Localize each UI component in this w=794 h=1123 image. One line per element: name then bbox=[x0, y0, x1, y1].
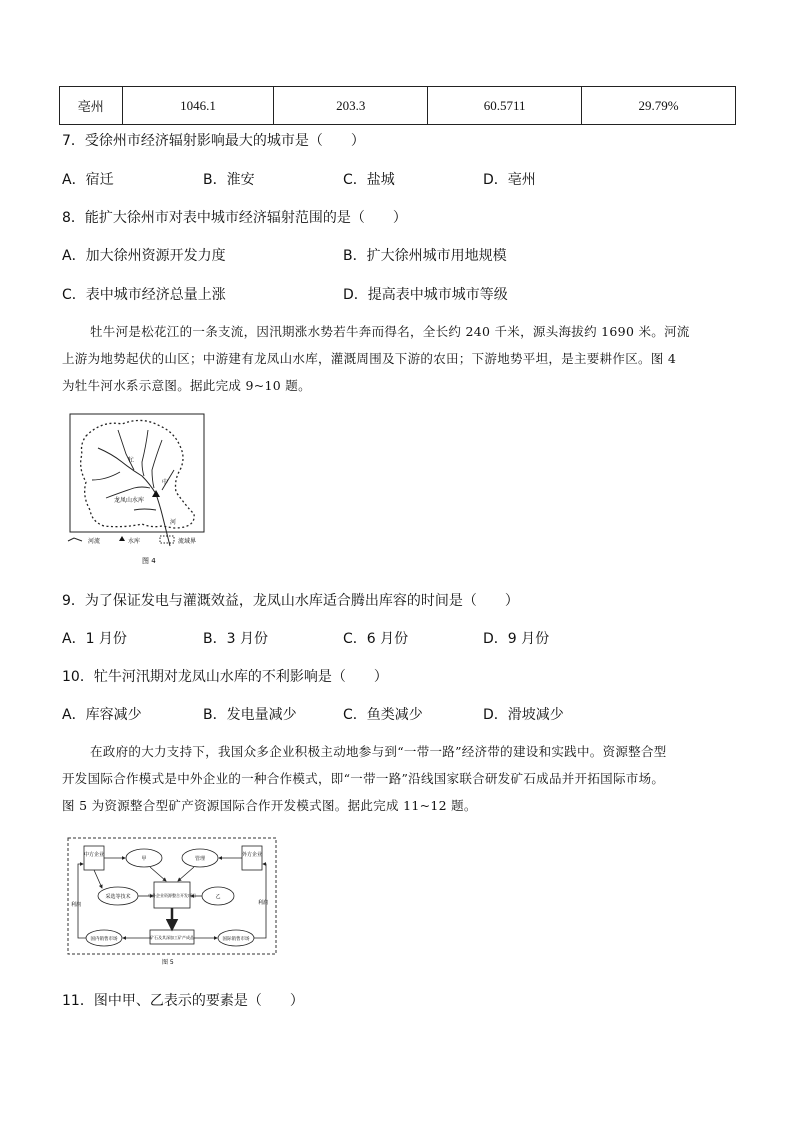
tributary bbox=[134, 509, 156, 510]
figure-4-caption: 图 4 bbox=[142, 557, 156, 565]
box-foreign-company bbox=[242, 846, 262, 870]
map-label-zhong: 中 bbox=[162, 479, 169, 486]
river-system-diagram bbox=[62, 410, 212, 570]
legend-boundary-label: 流域界 bbox=[178, 538, 197, 545]
q10-option-b: B．发电量减少 bbox=[203, 707, 297, 723]
map-label-reservoir: 龙凤山水库 bbox=[114, 497, 145, 504]
question-8-stem: 8．能扩大徐州市对表中城市经济辐射范围的是（ ） bbox=[62, 210, 407, 226]
q7-option-b: B．淮安 bbox=[203, 172, 255, 188]
label-tech: 采选等技术 bbox=[105, 894, 131, 900]
label-profit-right: 利润 bbox=[258, 900, 269, 906]
table-cell: 1046.1 bbox=[122, 87, 274, 125]
arrow bbox=[178, 867, 194, 881]
passage-line: 开发国际合作模式是中外企业的一种合作模式，即“一带一路”沿线国家联合研发矿石成品并开拓国际市场。 bbox=[62, 771, 665, 786]
reservoir-marker bbox=[152, 490, 160, 497]
tributary bbox=[118, 430, 134, 470]
q7-option-a: A．宿迁 bbox=[62, 172, 114, 188]
q8-option-a: A．加大徐州资源开发力度 bbox=[62, 248, 226, 264]
label-profit-left: 利润 bbox=[71, 902, 82, 908]
q8-option-d: D．提高表中城市城市等级 bbox=[343, 287, 508, 303]
legend-river-label: 河流 bbox=[88, 538, 101, 545]
box-cn-company bbox=[84, 846, 104, 870]
q10-option-d: D．滑坡减少 bbox=[483, 707, 564, 723]
table-cell: 203.3 bbox=[274, 87, 428, 125]
q9-option-d: D．9 月份 bbox=[483, 631, 550, 647]
passage-line: 上游为地势起伏的山区；中游建有龙凤山水库，灌溉周围及下游的农田；下游地势平坦，是主要耕作区。图 4 bbox=[62, 351, 677, 366]
label-yi: 乙 bbox=[215, 894, 221, 900]
table-cell: 60.5711 bbox=[428, 87, 582, 125]
q10-option-c: C．鱼类减少 bbox=[343, 707, 423, 723]
q8-option-b: B．扩大徐州城市用地规模 bbox=[343, 248, 507, 264]
profit-arrow-left bbox=[78, 864, 86, 938]
q9-option-a: A．1 月份 bbox=[62, 631, 127, 647]
passage-niuniu-river bbox=[62, 318, 742, 399]
label-manage: 管理 bbox=[194, 856, 206, 862]
q9-option-b: B．3 月份 bbox=[203, 631, 268, 647]
q7-option-d: D．亳州 bbox=[483, 172, 536, 188]
table-cell: 29.79% bbox=[582, 87, 736, 125]
question-10-stem: 10．牤牛河汛期对龙凤山水库的不利影响是（ ） bbox=[62, 669, 388, 685]
data-table bbox=[59, 86, 736, 125]
legend-reservoir-label: 水库 bbox=[128, 538, 141, 545]
figure-4-river-map bbox=[62, 410, 212, 570]
passage-line: 在政府的大力支持下，我国众多企业积极主动地参与到“一带一路”经济带的建设和实践中。资源整合型 bbox=[90, 744, 667, 759]
passage-line: 图 5 为资源整合型矿产资源国际合作开发模式图。据此完成 11~12 题。 bbox=[62, 798, 477, 813]
q7-option-c: C．盐城 bbox=[343, 172, 395, 188]
question-11-stem: 11．图中甲、乙表示的要素是（ ） bbox=[62, 993, 304, 1009]
passage-line: 牡牛河是松花江的一条支流，因汛期涨水势若牛奔而得名，全长约 240 千米，源头海拔约 1690 米。河流 bbox=[90, 324, 690, 339]
label-jia: 甲 bbox=[141, 856, 147, 862]
tributary bbox=[142, 430, 148, 476]
arrow bbox=[150, 867, 166, 881]
label-intl-market: 国际销售市场 bbox=[222, 937, 250, 942]
label-center-project: 中外企业资源整合开发项目 bbox=[148, 893, 196, 898]
legend-reservoir-symbol bbox=[119, 536, 125, 541]
passage-belt-road bbox=[62, 738, 748, 819]
map-label-niu: 牤 bbox=[128, 457, 135, 464]
q9-option-c: C．6 月份 bbox=[343, 631, 409, 647]
passage-line: 为牡牛河水系示意图。据此完成 9~10 题。 bbox=[62, 378, 311, 393]
tributary bbox=[92, 472, 120, 480]
legend-boundary-symbol bbox=[160, 536, 174, 543]
label-domestic-market: 国内销售市场 bbox=[90, 937, 118, 942]
figure-5-cooperation-model bbox=[66, 836, 280, 970]
table-row bbox=[60, 87, 736, 125]
legend-river-symbol bbox=[68, 538, 82, 541]
map-label-he: 河 bbox=[170, 519, 177, 526]
label-foreign-company: 外方企业 bbox=[241, 852, 263, 858]
cooperation-diagram bbox=[66, 836, 280, 970]
figure-5-caption: 图 5 bbox=[162, 959, 174, 966]
q8-option-c: C．表中城市经济总量上涨 bbox=[62, 287, 226, 303]
question-7-stem: 7．受徐州市经济辐射影响最大的城市是（ ） bbox=[62, 133, 365, 149]
arrow bbox=[94, 870, 102, 888]
question-9-stem: 9．为了保证发电与灌溉效益，龙凤山水库适合腾出库容的时间是（ ） bbox=[62, 593, 519, 609]
watershed-boundary bbox=[81, 420, 195, 528]
q10-option-a: A．库容减少 bbox=[62, 707, 142, 723]
label-cn-company: 中方企业 bbox=[83, 852, 105, 858]
label-products: 矿石及其深加工矿产成品 bbox=[150, 935, 194, 940]
tributary bbox=[152, 440, 162, 488]
table-cell-city: 亳州 bbox=[60, 87, 123, 125]
